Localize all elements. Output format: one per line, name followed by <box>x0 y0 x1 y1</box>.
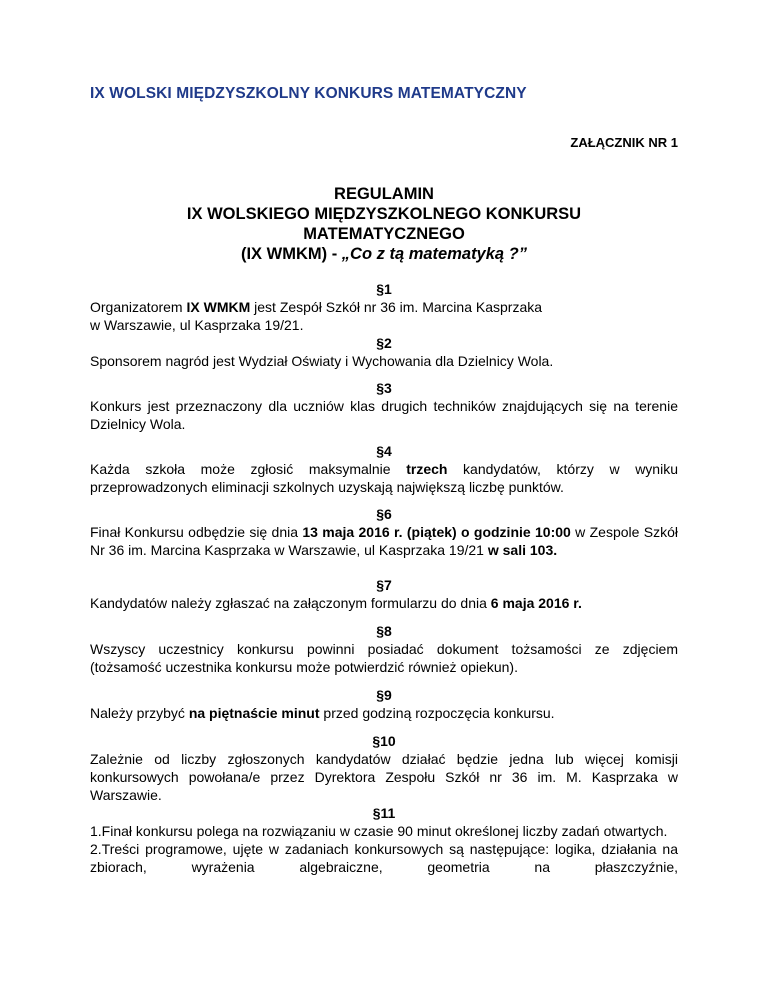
section-6-text-b: w Zespole Szkół Nr 36 im. Marcina Kasprzaka w Warszawie, ul Kasprzaka 19/21 <box>90 524 678 558</box>
section-6-bold-date: 13 maja 2016 r. (piątek) o godzinie 10:00 <box>302 524 571 540</box>
section-6-text <box>90 523 678 559</box>
section-7-heading: §7 <box>376 577 392 593</box>
section-6-heading: §6 <box>376 506 392 522</box>
section-10-text: Zależnie od liczby zgłoszonych kandydatów działać będzie jedna lub więcej komisji konkursowych powołana/e przez Dyrektora Zespołu Szkół nr 36 im. M. Kasprzaka w Warszawie. <box>90 751 678 803</box>
section-8-text: Wszyscy uczestnicy konkursu powinni posiadać dokument tożsamości ze zdjęciem (tożsamość uczestnika konkursu może potwierdzić również opiekun). <box>90 641 678 675</box>
section-9 <box>90 686 678 722</box>
section-6-text-a: Finał Konkursu odbędzie się dnia <box>90 524 303 540</box>
attachment-label: ZAŁĄCZNIK NR 1 <box>570 135 678 150</box>
section-6 <box>90 505 678 559</box>
section-1-line-2: w Warszawie, ul Kasprzaka 19/21. <box>90 317 304 333</box>
section-7-bold: 6 maja 2016 r. <box>490 595 582 611</box>
section-9-bold: na piętnaście minut <box>188 705 320 721</box>
section-6-bold-room: w sali 103. <box>487 542 558 558</box>
section-4-bold: trzech <box>406 461 448 477</box>
section-11-point-2: 2.Treści programowe, ujęte w zadaniach konkursowych są następujące: logika, działania na zbiorach, wyrażenia algebraiczne, geometria na płaszczyźnie, <box>90 841 678 875</box>
section-3 <box>90 379 678 433</box>
title-line-4-italic: „Co z tą matematyką ?” <box>341 245 528 263</box>
section-1-heading: §1 <box>376 281 392 297</box>
competition-heading: IX WOLSKI MIĘDZYSZKOLNY KONKURS MATEMATYCZNY <box>90 85 527 102</box>
section-7-text <box>90 594 678 612</box>
section-4-text <box>90 460 678 496</box>
regulations-title <box>90 184 678 264</box>
section-2 <box>90 334 678 370</box>
title-line-4-prefix: (IX WMKM) - <box>240 245 342 263</box>
section-2-text: Sponsorem nagród jest Wydział Oświaty i Wychowania dla Dzielnicy Wola. <box>90 353 554 369</box>
section-3-heading: §3 <box>376 380 392 396</box>
title-line-2: IX WOLSKIEGO MIĘDZYSZKOLNEGO KONKURSU <box>186 205 582 223</box>
section-4-text-a: Każda szkoła może zgłosić maksymalnie <box>90 461 407 477</box>
section-4-text-b: kandydatów, którzy w wyniku przeprowadzonych eliminacji szkolnych uzyskają największą liczbę punktów. <box>90 461 678 495</box>
section-9-heading: §9 <box>376 687 392 703</box>
title-line-3: MATEMATYCZNEGO <box>303 225 465 243</box>
section-9-text <box>90 704 678 722</box>
section-11-point-1: 1.Finał konkursu polega na rozwiązaniu w czasie 90 minut określonej liczby zadań otwartych. <box>90 823 668 839</box>
section-8 <box>90 622 678 676</box>
title-line-1: REGULAMIN <box>334 185 434 203</box>
section-1-text-b: jest Zespół Szkół nr 36 im. Marcina Kasprzaka <box>250 299 543 315</box>
section-7-text-a: Kandydatów należy zgłaszać na załączonym formularzu do dnia <box>90 595 491 611</box>
section-7 <box>90 576 678 612</box>
section-8-heading: §8 <box>376 623 392 639</box>
section-1 <box>90 280 678 334</box>
section-9-text-b: przed godziną rozpoczęcia konkursu. <box>319 705 555 721</box>
section-1-line-1 <box>90 298 678 316</box>
section-10 <box>90 732 678 804</box>
section-2-heading: §2 <box>376 335 392 351</box>
section-10-heading: §10 <box>372 733 396 749</box>
section-11-heading: §11 <box>372 805 396 821</box>
section-4 <box>90 442 678 496</box>
section-9-text-a: Należy przybyć <box>90 705 189 721</box>
section-1-text-a: Organizatorem <box>90 299 187 315</box>
section-3-text: Konkurs jest przeznaczony dla uczniów klas drugich techników znajdujących się na terenie Dzielnicy Wola. <box>90 398 678 432</box>
section-11 <box>90 804 678 876</box>
section-4-heading: §4 <box>376 443 392 459</box>
title-line-4 <box>90 244 678 264</box>
section-1-bold: IX WMKM <box>186 299 251 315</box>
